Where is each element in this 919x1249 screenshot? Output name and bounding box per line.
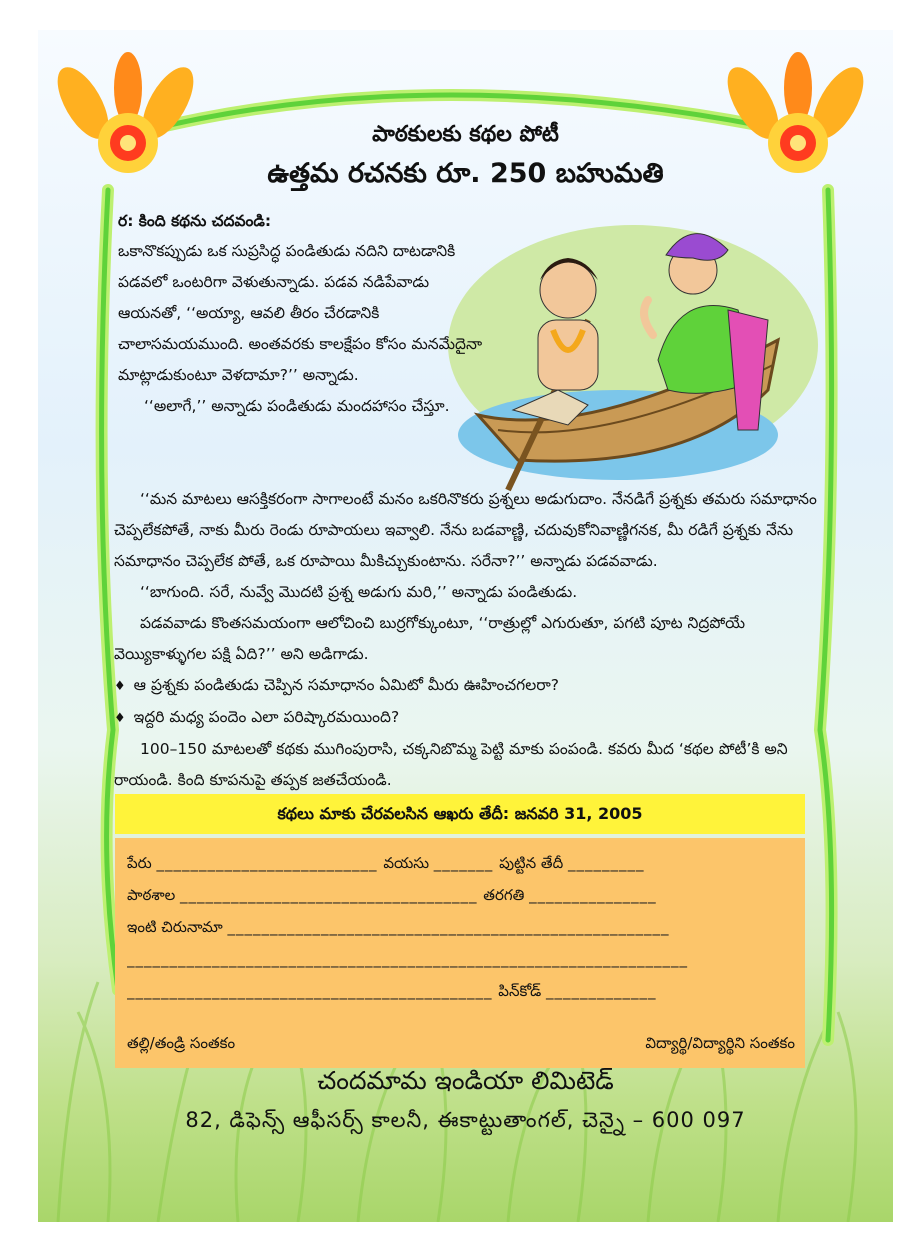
form-row-school [127,886,797,908]
form-row-address [127,918,797,940]
address-label: ఇంటి చిరునామా [127,918,223,936]
dob-field[interactable]: _________ [567,854,645,872]
instructions-text: 100–150 మాటలతో కథకు ముగింపురాసి, చక్కనిబొమ్మ పెట్టి మాకు పంపండి. కవరు మీద ‘కథల పోటీ’కి అని రాయండి. కింది కూపనుపై తప్పక జతచేయండి. [114,740,788,789]
story-full-text [114,484,824,796]
name-label: పేరు [127,854,152,872]
story-paragraph: పడవవాడు కొంతసమయంగా ఆలోచించి బుర్రగోక్కుంటూ, ‘‘రాత్రుల్లో ఎగురుతూ, పగటి పూట నిద్రపోయే వెయ్యికాళ్ళుగల పక్షి ఏది?’’ అని అడిగాడు. [114,614,746,663]
contest-page [38,30,893,1222]
boat-illustration [438,200,818,500]
story-paragraph: ‘‘బాగుంది. సరే, నువ్వే మొదటి ప్రశ్న అడుగు మరి,’’ అన్నాడు పండితుడు. [140,583,578,601]
publisher-name: చందమామ ఇండియా లిమిటెడ్ [317,1066,614,1095]
prize-subtitle: ఉత్తమ రచనకు రూ. 250 బహుమతి [267,158,664,189]
dob-label: పుట్టిన తేదీ [499,854,564,872]
address-field-2[interactable]: __________________________________________________________________ [127,950,688,968]
address-field[interactable]: ____________________________________________________ [227,918,670,936]
parent-signature-label: తల్లి/తండ్రి సంతకం [127,1034,236,1052]
age-label: వయసు [383,854,430,872]
question-heading: ర: కింది కథను చదవండి: [118,212,272,230]
name-field[interactable]: __________________________ [156,854,384,872]
student-signature-label: విద్యార్థి/విద్యార్థిని సంతకం [645,1034,795,1052]
form-row-address-2 [127,950,797,968]
question-bullet: ♦ ఆ ప్రశ్నకు పండితుడు చెప్పిన సమాధానం ఏమిటో మీరు ఊహించగలరా? [114,670,824,702]
story-paragraph: ఒకానొకప్పుడు ఒక సుప్రసిద్ధ పండితుడు నదిని దాటడానికి పడవలో ఒంటరిగా వెళుతున్నాడు. పడవ నడిపేవాడు ఆయనతో, ‘‘అయ్యా, ఆవలి తీరం చేరడానికి చాలాసమయముంది. అంతవరకు కాలక్షేపం కోసం మనమేదైనా మాట్లాడుకుంటూ వెళదామా?’’ అన్నాడు. [118,242,483,384]
question-bullet: ♦ ఇద్దరి మధ్య పందెం ఎలా పరిష్కారమయింది? [114,702,824,734]
age-field[interactable]: _______ [433,854,500,872]
publisher-address: 82, డిఫెన్స్ ఆఫీసర్స్ కాలనీ, ఈకాట్టుతాంగల్, చెన్నై – 600 097 [185,1108,746,1132]
pincode-label: పిన్‌కోడ్ [498,982,542,1000]
form-row-name [127,854,797,876]
class-field[interactable]: _______________ [529,886,657,904]
class-label: తరగతి [483,886,525,904]
story-paragraph: ‘‘మన మాటలు ఆసక్తికరంగా సాగాలంటే మనం ఒకరినొకరు ప్రశ్నలు అడుగుదాం. నేనడిగే ప్రశ్నకు తమరు సమాధానం చెప్పలేకపోతే, నాకు మీరు రెండు రూపాయలు ఇవ్వాలి. నేను బడవాణ్ణి, చదువుకోనివాణ్ణిగనక, మీ రడిగే ప్రశ్నకు నేను సమాధానం చెప్పలేక పోతే, ఒక రూపాయి మీకిచ్చుకుంటాను. సరేనా?’’ అన్నాడు పడవవాడు. [114,490,817,570]
story-paragraph: ‘‘అలాగే,’’ అన్నాడు పండితుడు మందహాసం చేస్తూ. [144,397,450,415]
story-side-text [118,236,493,422]
pincode-field[interactable]: _____________ [545,982,657,1000]
contest-title: పాఠకులకు కథల పోటీ [372,122,559,147]
school-field[interactable]: ___________________________________ [180,886,484,904]
deadline-banner: కథలు మాకు చేరవలసిన ఆఖరు తేదీ: జనవరి 31, 2005 [115,794,805,834]
school-label: పాఠశాల [127,886,176,904]
address-field-3[interactable]: ___________________________________________ [127,982,499,1000]
entry-form [115,838,805,1068]
form-row-pincode [127,982,797,1004]
